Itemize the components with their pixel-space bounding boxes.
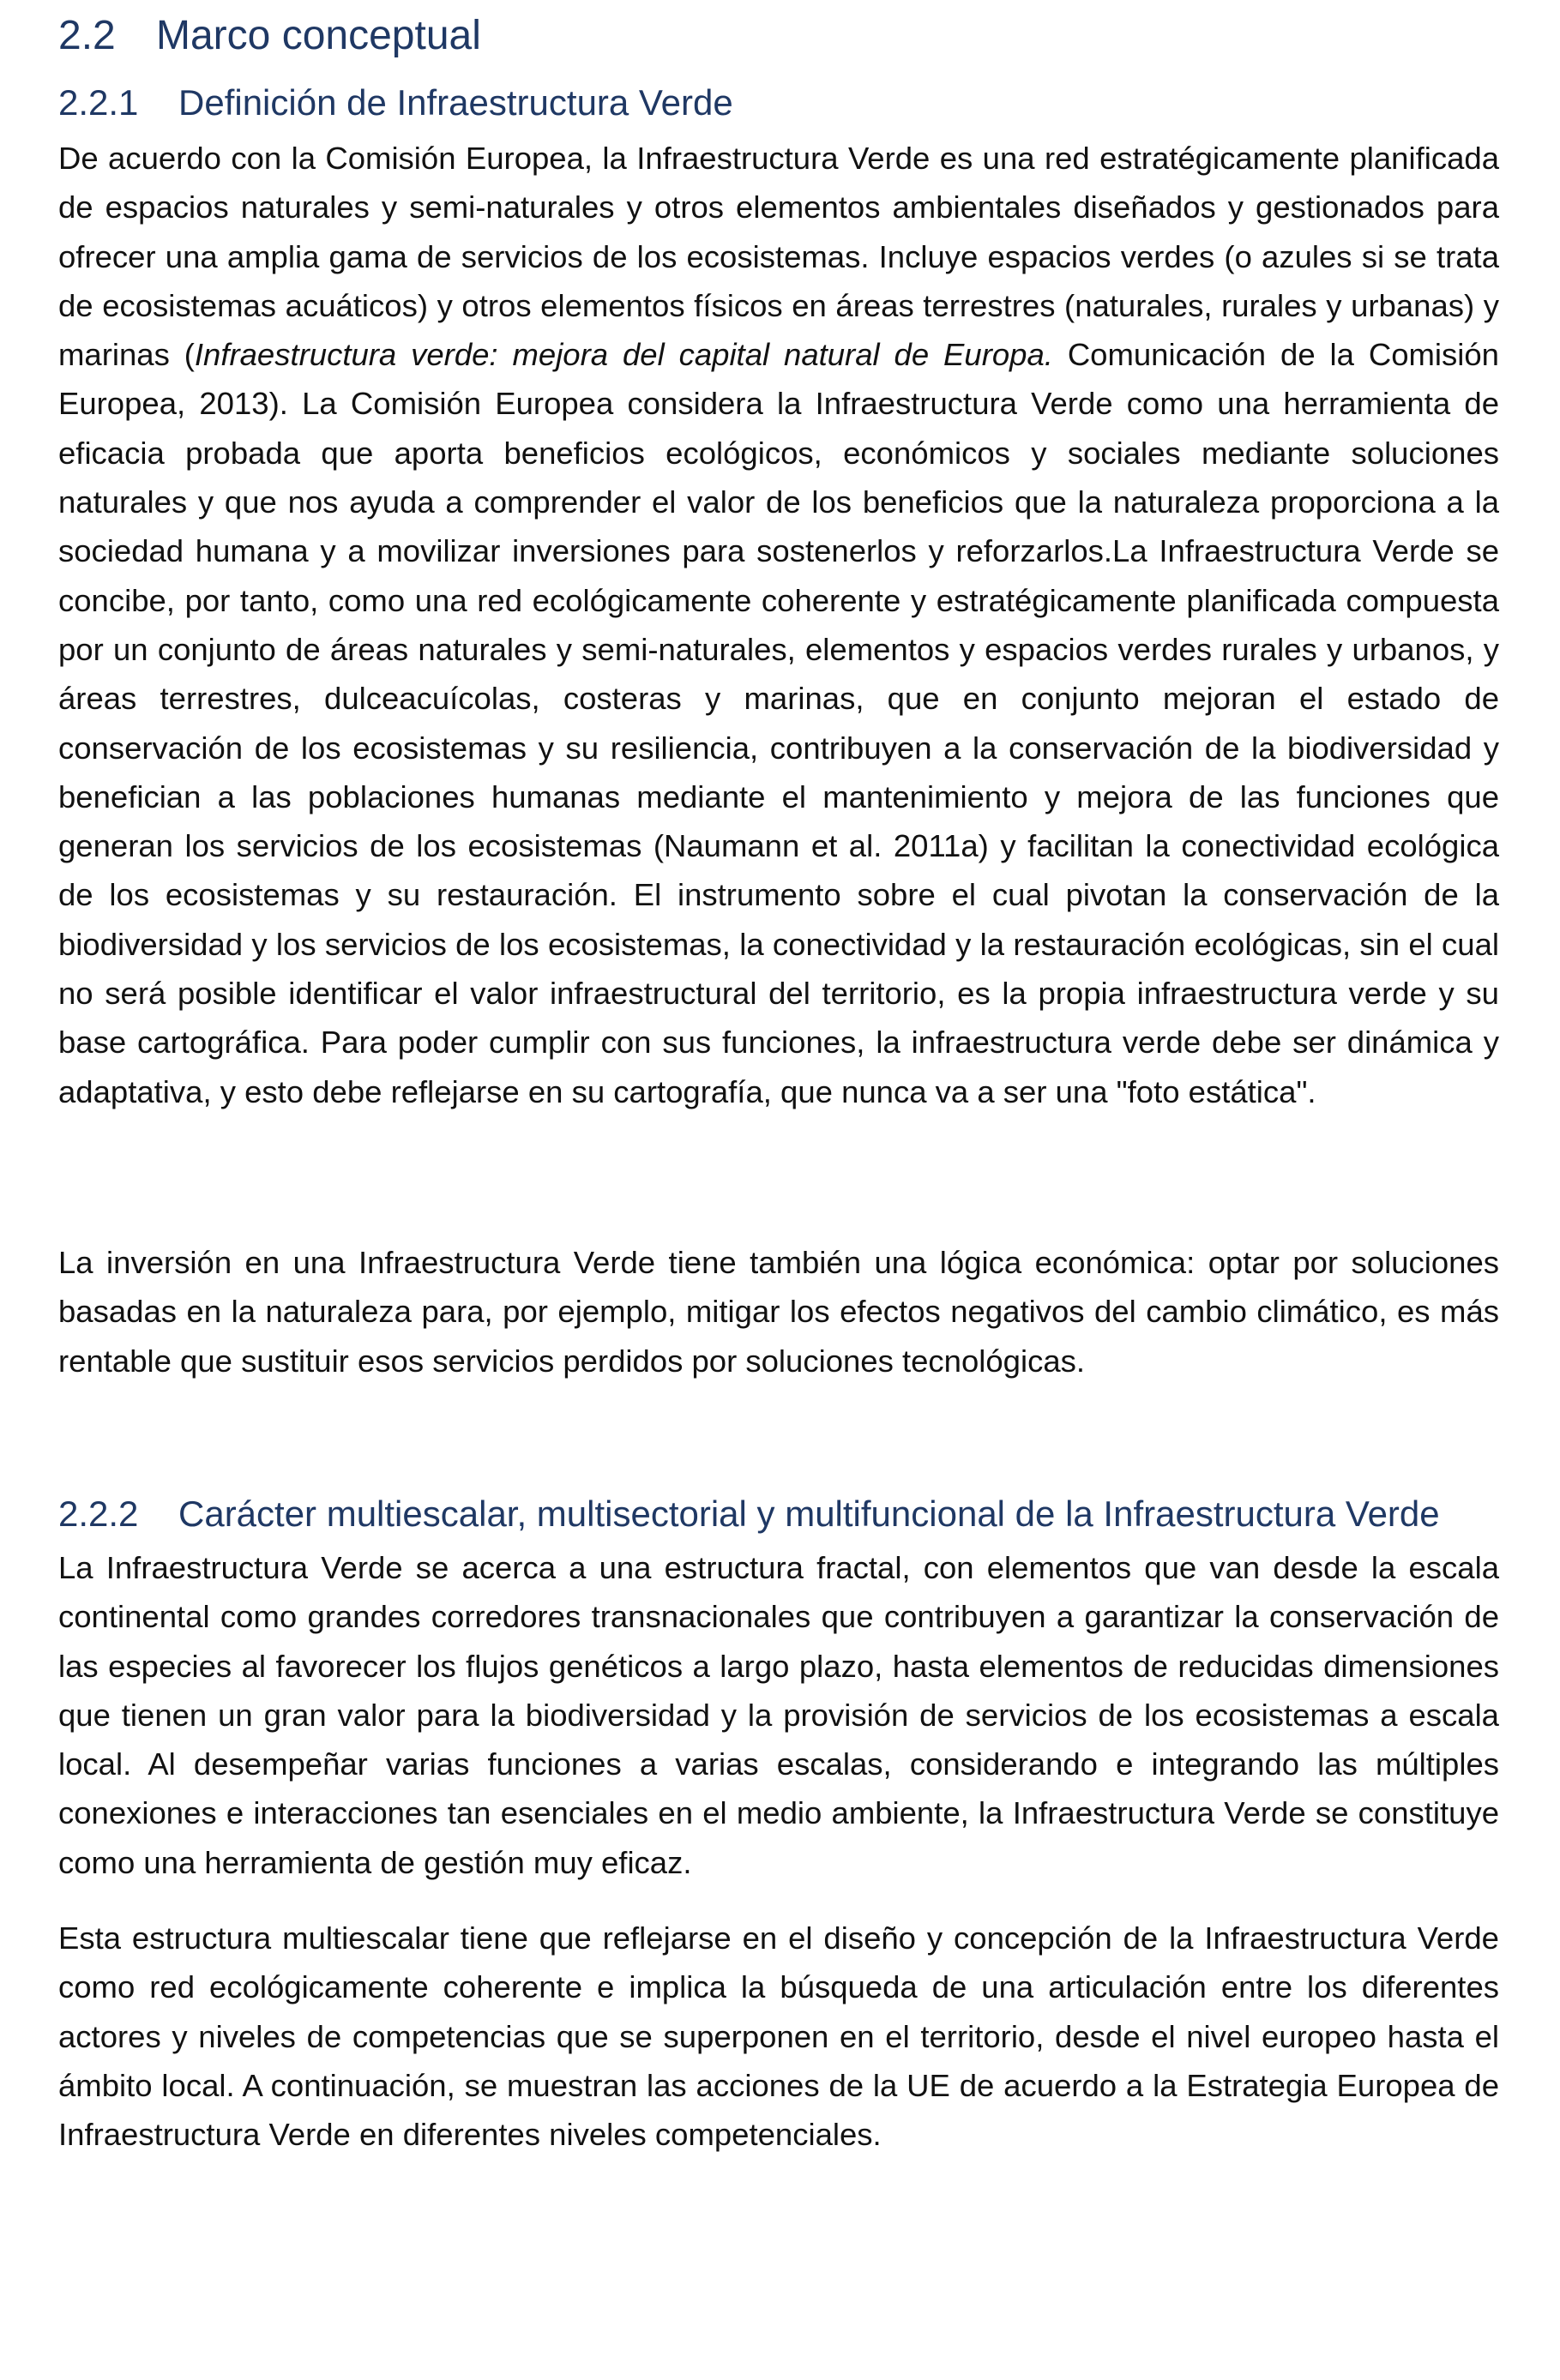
subsection-number: 2.2.2 xyxy=(58,1494,139,1534)
paragraph-definition xyxy=(58,134,1499,1116)
paragraph-text: De acuerdo con la Comisión Europea, la Infraestructura Verde es una red estratégicamente planificada de espacios naturales y semi-naturales y otros elementos ambientales diseñados y gestionados para ofrecer una amplia gama de servicios de los ecosistemas. Incluye espacios verdes (o azules si se trata de ecosistemas acuáticos) y otros elementos físicos en áreas terrestres (naturales, rurales y urbanas) y marinas ( xyxy=(58,141,1499,373)
subsection-number: 2.2.1 xyxy=(58,82,139,123)
paragraph-fractal: La Infraestructura Verde se acerca a una estructura fractal, con elementos que van desde la escala continental como grandes corredores transnacionales que contribuyen a garantizar la conservación de las especies al favorecer los flujos genéticos a largo plazo, hasta elementos de reducidas dimensiones que tienen un gran valor para la biodiversidad y la provisión de servicios de los ecosistemas a escala local. Al desempeñar varias funciones a varias escalas, considerando e integrando las múltiples conexiones e interacciones tan esenciales en el medio ambiente, la Infraestructura Verde se constituye como una herramienta de gestión muy eficaz. xyxy=(58,1550,1499,1880)
paragraph-text: Comunicación de la Comisión Europea, 2013). La Comisión Europea considera la Infraestructura Verde como una herramienta de eficacia probada que aporta beneficios ecológicos, económicos y sociales mediante soluciones naturales y que nos ayuda a comprender el valor de los beneficios que la naturaleza proporciona a la sociedad humana y a movilizar inversiones para sostenerlos y reforzarlos.La Infraestructura Verde se concibe, por tanto, como una red ecológicamente coherente y estratégicamente planificada compuesta por un conjunto de áreas naturales y semi-naturales, elementos y espacios verdes rurales y urbanos, y áreas terrestres, dulceacuícolas, costeras y marinas, que en conjunto mejoran el estado de conservación de los ecosistemas y su resiliencia, contribuyen a la conservación de la biodiversidad y benefician a las poblaciones humanas mediante el mantenimiento y mejora de las funciones que generan los servicios de los ecosistemas (Naumann et al. 2011a) y facilitan la conectividad ecológica de los ecosistemas y su restauración. El instrumento sobre el cual pivotan la conservación de la biodiversidad y los servicios de los ecosistemas, la conectividad y la restauración ecológicas, sin el cual no será posible identificar el valor infraestructural del territorio, es la propia infraestructura verde y su base cartográfica. Para poder cumplir con sus funciones, la infraestructura verde debe ser dinámica y adaptativa, y esto debe reflejarse en su cartografía, que nunca va a ser una "foto estática". xyxy=(58,337,1499,1109)
section-number: 2.2 xyxy=(58,13,116,58)
paragraph-economic: La inversión en una Infraestructura Verde tiene también una lógica económica: optar por soluciones basadas en la naturaleza para, por ejemplo, mitigar los efectos negativos del cambio climático, es más rentable que sustituir esos servicios perdidos por soluciones tecnológicas. xyxy=(58,1245,1499,1379)
section-heading xyxy=(58,12,481,59)
paragraph-multiscale: Esta estructura multiescalar tiene que reflejarse en el diseño y concepción de la Infraestructura Verde como red ecológicamente coherente e implica la búsqueda de una articulación entre los diferentes actores y niveles de competencias que se superponen en el territorio, desde el nivel europeo hasta el ámbito local. A continuación, se muestran las acciones de la UE de acuerdo a la Estrategia Europea de Infraestructura Verde en diferentes niveles competenciales. xyxy=(58,1920,1499,2153)
subsection-heading-2-2-2 xyxy=(58,1494,1440,1535)
subsection-title: Definición de Infraestructura Verde xyxy=(178,82,733,123)
section-title: Marco conceptual xyxy=(156,13,481,58)
subsection-title: Carácter multiescalar, multisectorial y multifuncional de la Infraestructura Verde xyxy=(178,1494,1440,1534)
italic-citation: Infraestructura verde: mejora del capital natural de Europa. xyxy=(194,337,1053,373)
subsection-heading-2-2-1 xyxy=(58,82,733,123)
